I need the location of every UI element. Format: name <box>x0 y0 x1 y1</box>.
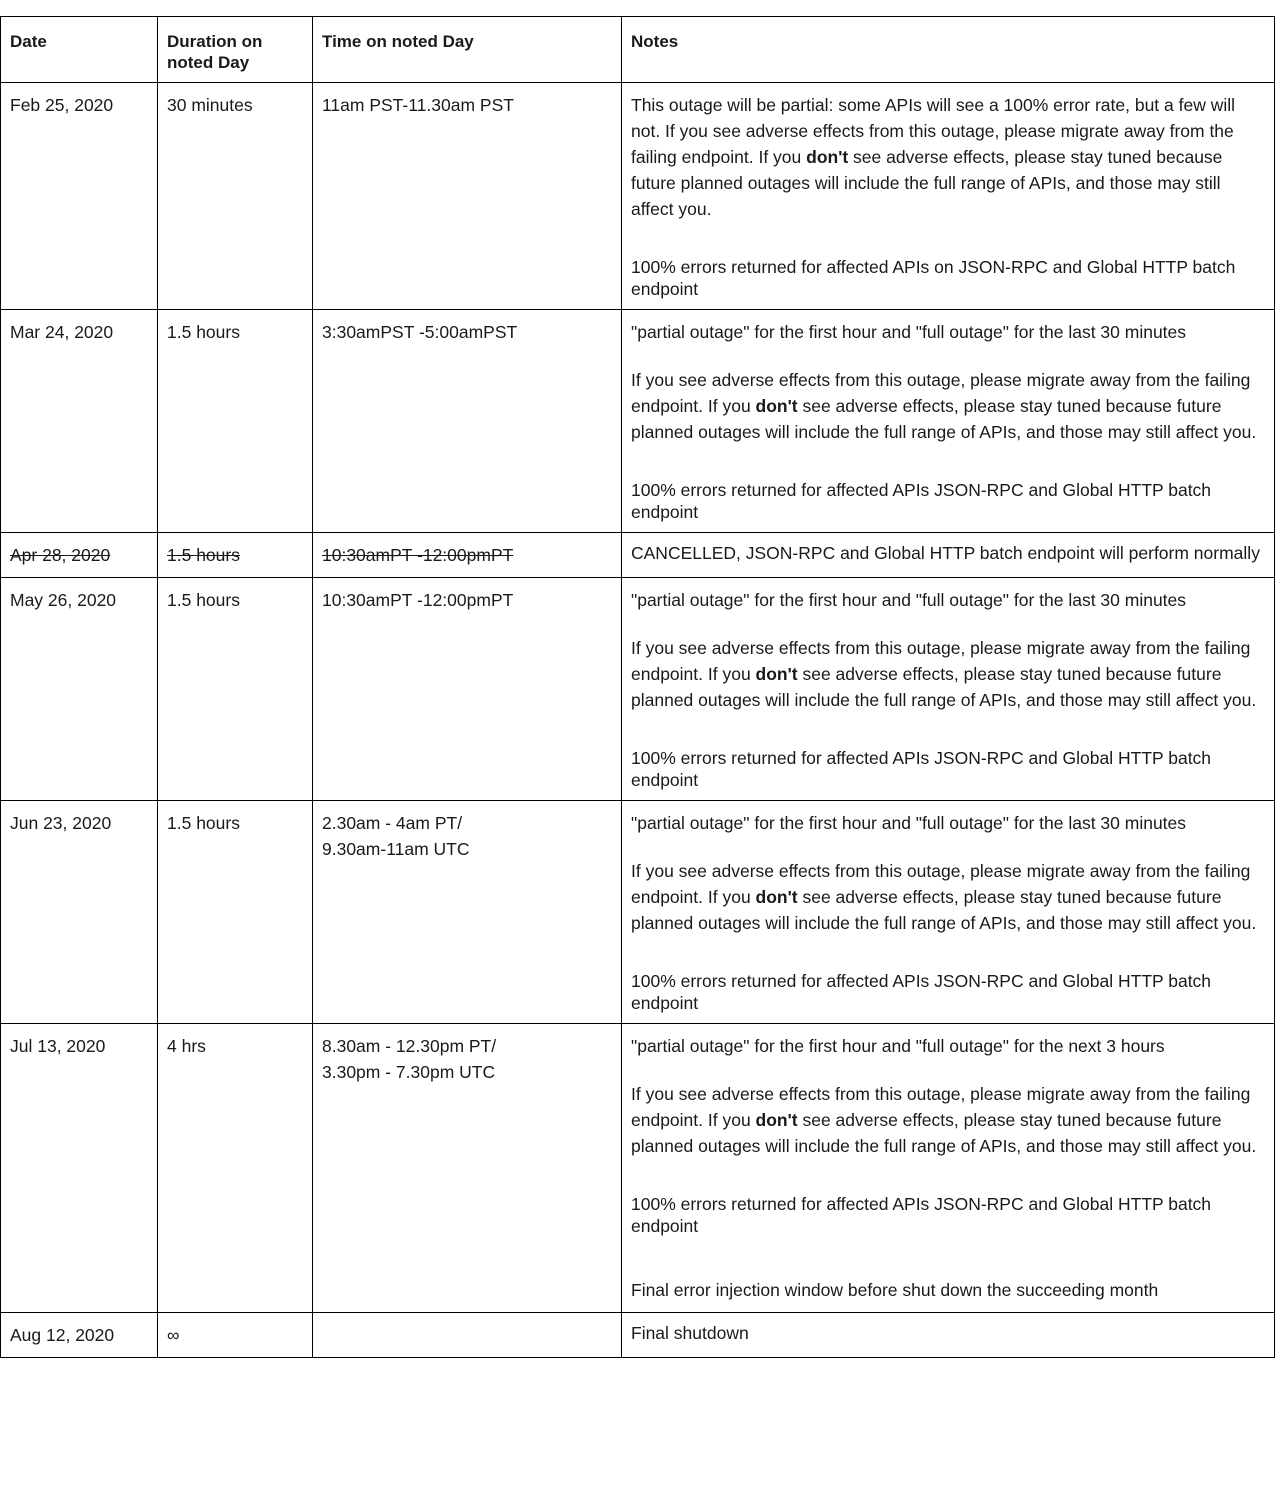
duration-cell: 1.5 hours <box>158 310 313 533</box>
notes-emphasis: don't <box>755 1110 798 1130</box>
notes-errors: 100% errors returned for affected APIs JSON-RPC and Global HTTP batch endpoint <box>631 971 1212 1013</box>
time-line: 3:30amPST -5:00amPST <box>322 322 518 342</box>
notes-cell <box>622 578 1275 801</box>
notes-effects-text: see adverse effects, please stay tuned because future planned outages will include the full range of APIs, and those may still affect you. <box>631 396 1257 442</box>
table-row <box>1 801 1275 1024</box>
notes-text: CANCELLED, JSON-RPC and Global HTTP batch endpoint will perform normally <box>631 543 1260 563</box>
date-cell: Jun 23, 2020 <box>1 801 158 1024</box>
date-cell: Jul 13, 2020 <box>1 1024 158 1313</box>
notes-effects-text: If you see adverse effects from this outage, please migrate away from the failing endpoint. If you <box>631 1084 1251 1130</box>
notes-errors: 100% errors returned for affected APIs JSON-RPC and Global HTTP batch endpoint <box>631 748 1212 790</box>
notes-intro: "partial outage" for the first hour and "full outage" for the next 3 hours <box>631 1036 1165 1056</box>
time-cell <box>313 533 622 578</box>
time-line: 9.30am-11am UTC <box>322 839 470 859</box>
header-date: Date <box>1 17 158 83</box>
notes-text: Final shutdown <box>631 1323 749 1343</box>
notes-intro: "partial outage" for the first hour and "full outage" for the last 30 minutes <box>631 322 1187 342</box>
time-line: 2.30am - 4am PT/ <box>322 813 463 833</box>
notes-effects-text: see adverse effects, please stay tuned because future planned outages will include the full range of APIs, and those may still affect you. <box>631 887 1257 933</box>
date-cell: Mar 24, 2020 <box>1 310 158 533</box>
date-cell: Feb 25, 2020 <box>1 83 158 310</box>
notes-effects-text: see adverse effects, please stay tuned because future planned outages will include the full range of APIs, and those may still affect you. <box>631 664 1257 710</box>
notes-effects <box>631 858 1265 936</box>
time-line: 8.30am - 12.30pm PT/ <box>322 1036 497 1056</box>
outage-schedule-table <box>0 16 1275 1358</box>
time-cell <box>313 310 622 533</box>
header-row <box>1 17 1275 83</box>
date-cell: May 26, 2020 <box>1 578 158 801</box>
duration-cell: ∞ <box>158 1313 313 1358</box>
time-cell <box>313 83 622 310</box>
notes-cell <box>622 83 1275 310</box>
notes-cell <box>622 1313 1275 1358</box>
notes-cell <box>622 1024 1275 1313</box>
table-row <box>1 578 1275 801</box>
table-row <box>1 83 1275 310</box>
header-time: Time on noted Day <box>313 17 622 83</box>
notes-cell <box>622 533 1275 578</box>
notes-errors: 100% errors returned for affected APIs on JSON-RPC and Global HTTP batch endpoint <box>631 257 1236 299</box>
notes-emphasis: don't <box>806 147 849 167</box>
notes-final: Final error injection window before shut down the succeeding month <box>631 1280 1159 1300</box>
date-cell: Aug 12, 2020 <box>1 1313 158 1358</box>
notes-effects <box>631 367 1265 445</box>
duration-cell: 1.5 hours <box>158 533 313 578</box>
notes-errors: 100% errors returned for affected APIs JSON-RPC and Global HTTP batch endpoint <box>631 1194 1212 1236</box>
notes-effects-text: If you see adverse effects from this outage, please migrate away from the failing endpoint. If you <box>631 861 1251 907</box>
notes-effects <box>631 635 1265 713</box>
duration-cell: 1.5 hours <box>158 578 313 801</box>
date-cell: Apr 28, 2020 <box>1 533 158 578</box>
time-cell <box>313 1313 622 1358</box>
table-row <box>1 1313 1275 1358</box>
header-notes: Notes <box>622 17 1275 83</box>
duration-cell: 4 hrs <box>158 1024 313 1313</box>
notes-emphasis: don't <box>755 887 798 907</box>
notes-effects-text: If you see adverse effects from this outage, please migrate away from the failing endpoint. If you <box>631 638 1251 684</box>
time-line: 3.30pm - 7.30pm UTC <box>322 1062 496 1082</box>
notes-effects-text: see adverse effects, please stay tuned because future planned outages will include the full range of APIs, and those may still affect you. <box>631 1110 1257 1156</box>
notes-effects <box>631 1081 1265 1159</box>
table-row <box>1 1024 1275 1313</box>
notes-intro: "partial outage" for the first hour and "full outage" for the last 30 minutes <box>631 813 1187 833</box>
duration-cell: 1.5 hours <box>158 801 313 1024</box>
header-duration: Duration on noted Day <box>158 17 313 83</box>
notes-intro: "partial outage" for the first hour and "full outage" for the last 30 minutes <box>631 590 1187 610</box>
notes-effects-text: If you see adverse effects from this outage, please migrate away from the failing endpoint. If you <box>631 370 1251 416</box>
table-row <box>1 310 1275 533</box>
table-body <box>1 83 1275 1358</box>
notes-cell <box>622 801 1275 1024</box>
time-cell <box>313 801 622 1024</box>
notes-emphasis: don't <box>755 396 798 416</box>
notes-effects-text: This outage will be partial: some APIs will see a 100% error rate, but a few will not. If you see adverse effects from this outage, please migrate away from the failing endpoint. If you <box>631 95 1236 167</box>
time-line: 10:30amPT -12:00pmPT <box>322 545 514 565</box>
time-line: 11am PST-11.30am PST <box>322 95 514 115</box>
notes-effects-text: see adverse effects, please stay tuned because future planned outages will include the full range of APIs, and those may still affect you. <box>631 147 1223 219</box>
notes-cell <box>622 310 1275 533</box>
notes-emphasis: don't <box>755 664 798 684</box>
time-cell <box>313 578 622 801</box>
duration-cell: 30 minutes <box>158 83 313 310</box>
notes-errors: 100% errors returned for affected APIs JSON-RPC and Global HTTP batch endpoint <box>631 480 1212 522</box>
table-row <box>1 533 1275 578</box>
time-line: 10:30amPT -12:00pmPT <box>322 590 514 610</box>
time-cell <box>313 1024 622 1313</box>
notes-effects <box>631 92 1265 222</box>
